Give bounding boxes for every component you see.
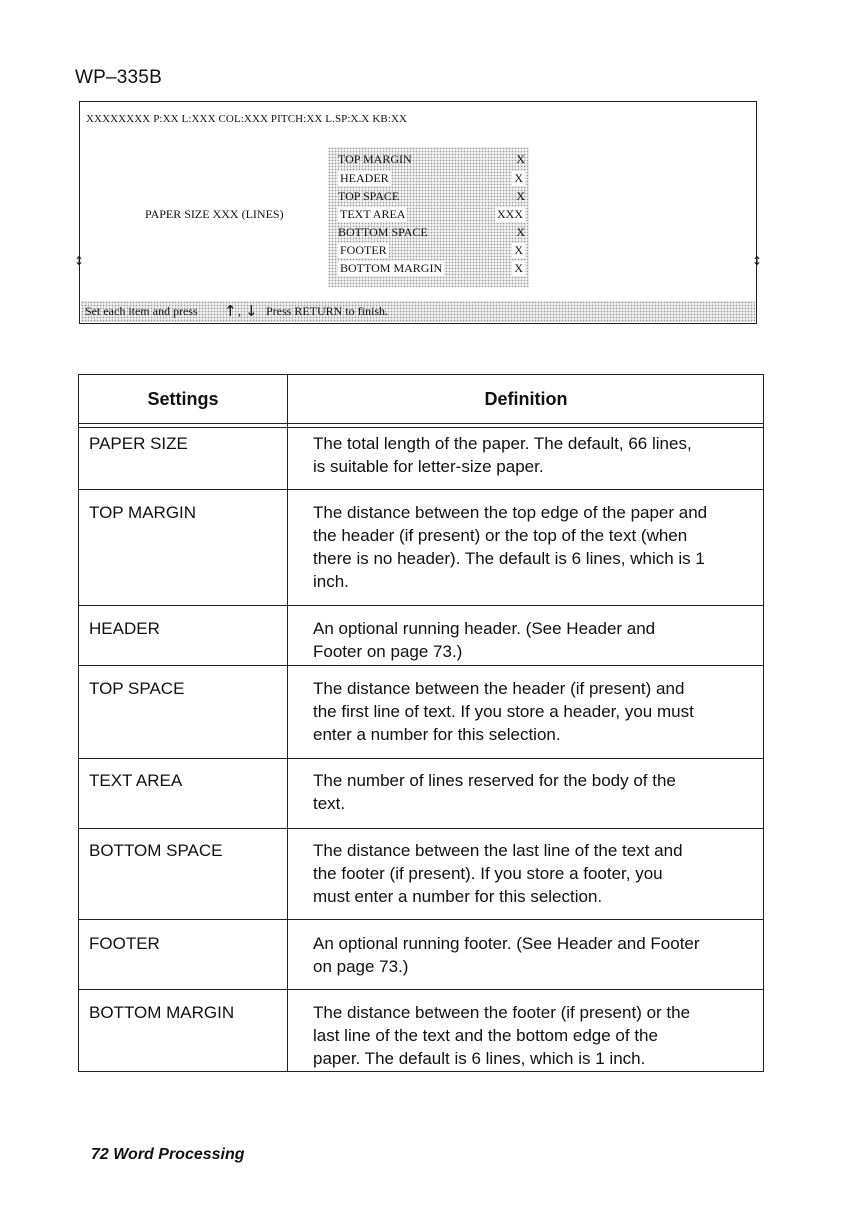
down-arrow-icon: ↓ [245,302,258,320]
screen-illustration [74,101,762,324]
menu-item-value: X [514,171,523,185]
scroll-arrow-icon-right: ↕ [751,254,762,268]
paper-size-field: PAPER SIZE XXX (LINES) [145,207,284,221]
prompt-finish: Press RETURN to finish. [266,304,389,318]
prompt-bar [81,301,755,322]
row-divider [79,605,763,606]
setting-definition: The distance between the top edge of the paper and the header (if present) or the top of the text (when there is no header). The default is 6 lines, which is 1 inch. [313,503,708,591]
menu-item-value: XXX [497,207,523,221]
menu-item-label: HEADER [340,171,389,185]
setting-definition: The distance between the last line of the text and the footer (if present). If you store a footer, you must enter a number for this selection. [313,841,683,906]
definition-column-header: Definition [484,388,568,409]
settings-column-header: Settings [147,388,219,409]
menu-item-value: X [516,152,525,166]
menu-item-text-area [338,207,525,222]
menu-item-value: X [516,189,525,203]
setting-definition: The distance between the header (if present) and the first line of text. If you store a header, you must enter a number for this selection. [313,679,694,744]
setting-definition: An optional running header. (See Header and Footer on page 73.) [313,619,656,661]
prompt-text: Set each item and press [85,304,198,318]
prompt-separator: , [238,304,241,318]
row-divider [79,489,763,490]
row-divider [79,919,763,920]
row-divider [79,989,763,990]
settings-definition-table [78,374,764,1072]
status-line: XXXXXXXX P:XX L:XXX COL:XXX PITCH:XX L.SP:X.X KB:XX [86,113,408,125]
setting-name: HEADER [89,619,160,638]
setting-name: BOTTOM MARGIN [89,1003,235,1022]
setting-name: TOP SPACE [89,679,185,698]
setting-name: BOTTOM SPACE [89,841,223,860]
menu-item-bottom-margin [338,261,525,276]
setting-name: FOOTER [89,934,160,953]
menu-item-value: X [514,243,523,257]
column-divider [287,375,288,1071]
menu-item-label: FOOTER [340,243,387,257]
row-divider [79,828,763,829]
page-layout-menu [328,147,529,287]
menu-item-label: TOP MARGIN [338,152,412,166]
setting-name: PAPER SIZE [89,434,188,453]
setting-definition: An optional running footer. (See Header and Footer on page 73.) [313,934,700,976]
row-divider [79,758,763,759]
menu-item-bottom-space [338,225,525,240]
menu-item-label: TOP SPACE [338,189,400,203]
menu-item-value: X [516,225,525,239]
page-model-heading: WP–335B [75,67,162,88]
up-arrow-icon: ↑ [224,302,237,320]
menu-item-top-margin [338,152,525,167]
menu-item-label: BOTTOM SPACE [338,225,428,239]
setting-definition: The total length of the paper. The default, 66 lines, is suitable for letter-size paper. [313,434,692,476]
page-footer: 72 Word Processing [91,1146,245,1163]
menu-item-label: BOTTOM MARGIN [340,261,443,275]
menu-item-footer [338,243,525,258]
menu-item-label: TEXT AREA [340,207,406,221]
setting-definition: The number of lines reserved for the body of the text. [313,771,676,813]
menu-item-top-space [338,189,525,204]
menu-item-value: X [514,261,523,275]
setting-name: TEXT AREA [89,771,183,790]
setting-name: TOP MARGIN [89,503,197,522]
header-rule [79,423,763,428]
scroll-arrow-icon-left: ↕ [74,254,85,268]
row-divider [79,665,763,666]
menu-item-header [338,171,525,186]
setting-definition: The distance between the footer (if present) or the last line of the text and the bottom edge of the paper. The default is 6 lines, which is 1 inch. [313,1003,691,1068]
